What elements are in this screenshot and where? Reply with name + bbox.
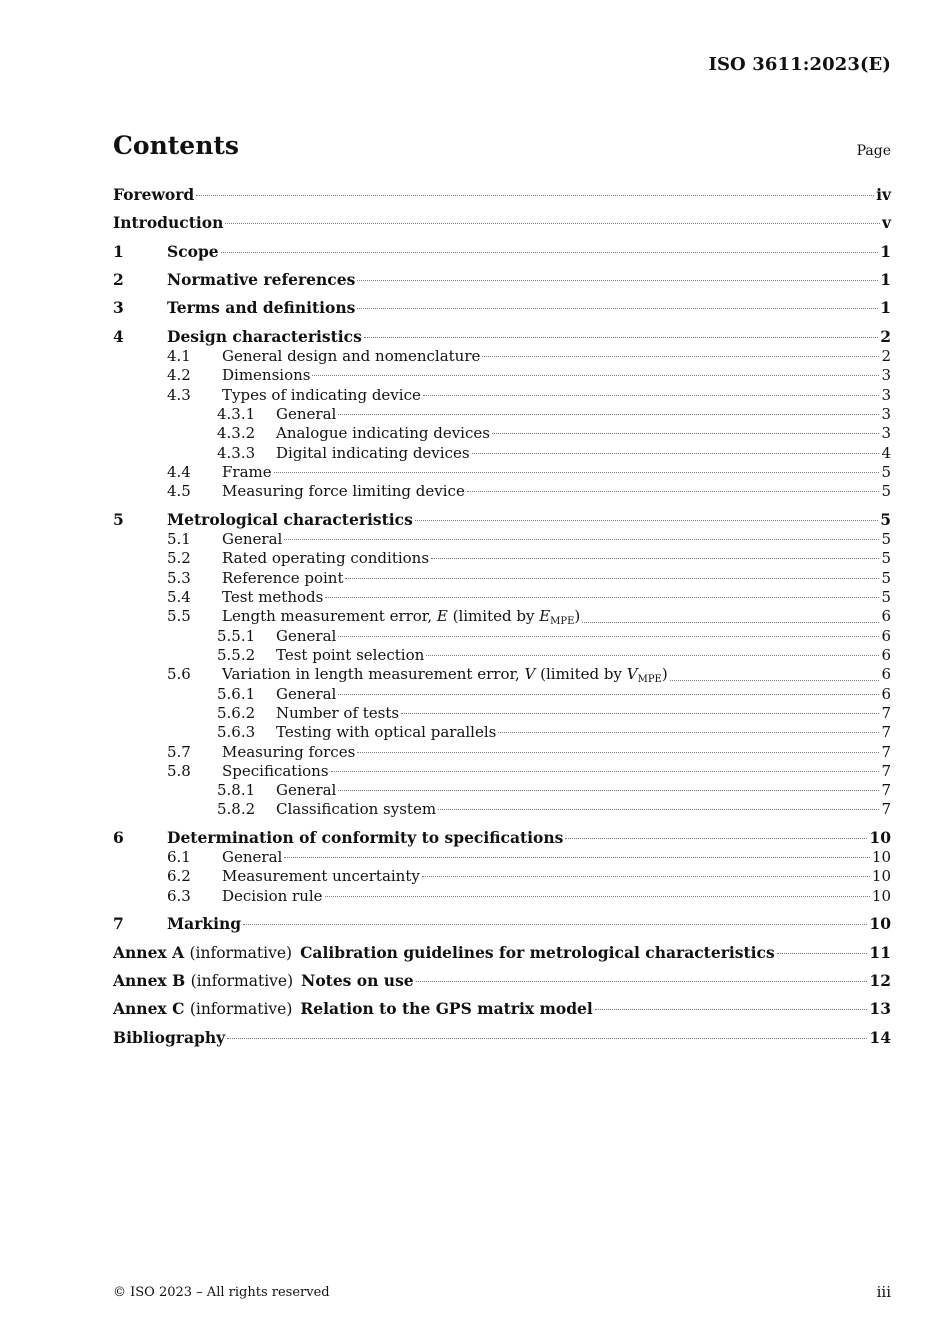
- toc-entry-label: [276, 722, 496, 742]
- toc-entry[interactable]: [113, 298, 891, 318]
- dot-leader: [357, 279, 878, 281]
- toc-entry-number: 7: [113, 914, 124, 933]
- toc-entry-number: 5.8: [167, 762, 191, 780]
- toc-entry-label: [167, 270, 355, 290]
- toc-entry-label-text: Metrological characteristics: [167, 510, 413, 529]
- annex-prefix: Annex A: [113, 943, 185, 962]
- page-column-label: Page: [856, 143, 891, 159]
- toc-page-number: 13: [869, 999, 891, 1018]
- toc-entry-label: [222, 866, 420, 886]
- toc-page-number: v: [881, 213, 891, 232]
- toc-entry-label-text: Test point selection: [276, 646, 425, 664]
- toc-entry-label-text: Bibliography: [113, 1028, 226, 1047]
- toc-entry-label: [222, 761, 329, 781]
- toc-entry[interactable]: [113, 866, 891, 886]
- toc-page-number: 2: [881, 347, 891, 365]
- toc-entry[interactable]: [113, 722, 891, 742]
- toc-page-number: 10: [869, 914, 891, 933]
- toc-entry[interactable]: [113, 742, 891, 762]
- toc-page-number: 5: [880, 510, 891, 529]
- toc-entry-label-text: Length measurement error,: [222, 607, 437, 625]
- variable-symbol: E: [539, 607, 551, 625]
- toc-entry-number: 4: [113, 327, 124, 346]
- toc-page-number: 3: [881, 405, 891, 423]
- toc-entry-label: [167, 298, 355, 318]
- toc-entry-label-text: Number of tests: [276, 704, 400, 722]
- toc-entry[interactable]: [113, 548, 891, 568]
- toc-page-number: 6: [881, 665, 891, 683]
- toc-entry[interactable]: [113, 761, 891, 781]
- dot-leader: [345, 577, 879, 579]
- toc-entry-number: 5.5.2: [217, 646, 256, 664]
- toc-page-number: 7: [881, 743, 891, 761]
- toc-entry-label: [113, 213, 223, 233]
- toc-entry[interactable]: [113, 684, 891, 704]
- dot-leader: [431, 557, 879, 559]
- toc-entry-label: [167, 327, 362, 347]
- dot-leader: [498, 731, 879, 733]
- toc-entry-number: 5: [113, 510, 124, 529]
- dot-leader: [777, 952, 868, 954]
- toc-entry-number: 4.1: [167, 347, 191, 365]
- toc-entry[interactable]: [113, 327, 891, 347]
- toc-page-number: 12: [869, 971, 891, 990]
- dot-leader: [364, 336, 878, 338]
- toc-entry-label: [113, 1028, 225, 1048]
- toc-entry[interactable]: [113, 481, 891, 501]
- dot-leader: [595, 1008, 868, 1010]
- toc-entry-number: 4.2: [167, 366, 191, 384]
- toc-entry-label-text: Types of indicating device: [222, 386, 421, 404]
- toc-entry-label-text: General: [276, 627, 337, 645]
- toc-entry-number: 5.5: [167, 607, 191, 625]
- toc-entry-label-text: Testing with optical parallels: [276, 723, 497, 741]
- toc-entry-label: [222, 886, 323, 906]
- toc-page-number: 1: [880, 270, 891, 289]
- toc-entry-label-text: Measurement uncertainty: [222, 867, 420, 885]
- toc-entry-label-text: Rated operating conditions: [222, 549, 430, 567]
- toc-entry-number: 5.4: [167, 588, 191, 606]
- dot-leader: [426, 654, 879, 656]
- toc-entry-label: [276, 404, 336, 424]
- dot-leader: [338, 693, 879, 695]
- toc-entry-label-text: General: [276, 405, 337, 423]
- variable-symbol: V: [626, 665, 638, 683]
- toc-entry-label: [167, 242, 219, 262]
- toc-page-number: 14: [869, 1028, 891, 1047]
- toc-entry[interactable]: [113, 828, 891, 848]
- toc-entry[interactable]: [113, 443, 891, 463]
- toc-entry[interactable]: [113, 404, 891, 424]
- copyright-notice: © ISO 2023 – All rights reserved: [113, 1285, 330, 1300]
- dot-leader: [565, 837, 867, 839]
- toc-entry-label: [222, 548, 429, 568]
- toc-entry-label-text: Normative references: [167, 270, 356, 289]
- toc-page-number: 10: [871, 867, 891, 885]
- dot-leader: [401, 712, 879, 714]
- toc-entry-label: [222, 847, 282, 867]
- toc-entry-label: [222, 365, 310, 385]
- toc-entry[interactable]: [113, 365, 891, 385]
- toc-entry-label-text: Frame: [222, 463, 272, 481]
- dot-leader: [482, 355, 879, 357]
- dot-leader: [338, 789, 879, 791]
- dot-leader: [325, 596, 879, 598]
- toc-entry[interactable]: [113, 780, 891, 800]
- toc-entry-label: [276, 626, 336, 646]
- toc-entry-number: 4.3.1: [217, 405, 256, 423]
- toc-page-number: 10: [871, 848, 891, 866]
- contents-header: [113, 130, 891, 162]
- toc-entry[interactable]: [113, 587, 891, 607]
- toc-entry-label: Notes on use: [301, 971, 414, 990]
- toc-page-number: 5: [881, 482, 891, 500]
- toc-page-number: 7: [881, 781, 891, 799]
- toc-page-number: 1: [880, 242, 891, 261]
- toc-entry-label-text: Classification system: [276, 800, 437, 818]
- dot-leader: [325, 895, 870, 897]
- toc-entry-label: [167, 510, 413, 530]
- toc-page-number: 4: [881, 444, 891, 462]
- toc-entry[interactable]: [113, 886, 891, 906]
- subscript-mpe: MPE: [550, 616, 575, 627]
- toc-page-number: 7: [881, 723, 891, 741]
- toc-entry[interactable]: [113, 971, 891, 991]
- annex-prefix: Annex B: [113, 971, 186, 990]
- toc-entry-number: 6.1: [167, 848, 191, 866]
- toc-page-number: 1: [880, 298, 891, 317]
- toc-entry-label-text: Reference point: [222, 569, 344, 587]
- toc-entry-label: [167, 828, 563, 848]
- toc-entry-label-text: Marking: [167, 914, 242, 933]
- dot-leader: [338, 635, 879, 637]
- toc-entry-number: 5.6.1: [217, 685, 256, 703]
- toc-entry-number: 5.8.2: [217, 800, 256, 818]
- toc-entry[interactable]: [113, 999, 891, 1019]
- toc-entry-label-text: Specifications: [222, 762, 329, 780]
- toc-entry[interactable]: [113, 914, 891, 934]
- dot-leader: [492, 432, 879, 434]
- toc-entry-number: 3: [113, 298, 124, 317]
- toc-entry-number: 4.4: [167, 463, 191, 481]
- toc-entry-number: 6: [113, 828, 124, 847]
- toc-entry[interactable]: [113, 943, 891, 963]
- toc-entry-label: [222, 742, 355, 762]
- page-number: iii: [876, 1283, 891, 1301]
- toc-entry-number: 5.6: [167, 665, 191, 683]
- dot-leader: [357, 307, 878, 309]
- toc-entry-label: [222, 481, 465, 501]
- toc-entry-label: [222, 587, 323, 607]
- toc-entry-number: 5.1: [167, 530, 191, 548]
- toc-entry-number: 5.7: [167, 743, 191, 761]
- toc-page-number: 11: [869, 943, 891, 962]
- dot-leader: [422, 875, 870, 877]
- dot-leader: [357, 751, 879, 753]
- dot-leader: [472, 452, 880, 454]
- dot-leader: [227, 1037, 867, 1039]
- toc-entry-label-text: Determination of conformity to specifications: [167, 828, 564, 847]
- toc-entry-label-text: Decision rule: [222, 887, 323, 905]
- toc-page-number: 7: [881, 800, 891, 818]
- variable-symbol: V: [524, 665, 536, 683]
- toc-page-number: 6: [881, 627, 891, 645]
- dot-leader: [582, 621, 879, 623]
- toc-entry-label-text: General: [222, 848, 283, 866]
- toc-page-number: 3: [881, 386, 891, 404]
- toc-page-number: 10: [871, 887, 891, 905]
- toc-entry-label-text: Terms and definitions: [167, 298, 356, 317]
- toc-entry-number: 5.2: [167, 549, 191, 567]
- toc-page-number: iv: [876, 185, 891, 204]
- toc-page-number: 6: [881, 607, 891, 625]
- toc-entry-label-text: Measuring force limiting device: [222, 482, 465, 500]
- dot-leader: [274, 471, 880, 473]
- toc-entry[interactable]: [113, 462, 891, 482]
- toc-entry-label: [276, 423, 490, 443]
- toc-page-number: 5: [881, 463, 891, 481]
- toc-page-number: 5: [881, 588, 891, 606]
- toc-entry-label: [222, 568, 343, 588]
- toc-entry-label: [222, 385, 421, 405]
- toc-page-number: 2: [880, 327, 891, 346]
- toc-page-number: 5: [881, 569, 891, 587]
- dot-leader: [225, 222, 880, 224]
- toc-entry-label: [222, 462, 272, 482]
- dot-leader: [670, 679, 880, 681]
- toc-entry[interactable]: [113, 270, 891, 290]
- dot-leader: [423, 394, 880, 396]
- toc-entry-number: 4.3: [167, 386, 191, 404]
- toc-page-number: 6: [881, 685, 891, 703]
- dot-leader: [243, 923, 867, 925]
- toc-entry-number: 6.3: [167, 887, 191, 905]
- toc-entry-number: 4.3.2: [217, 424, 256, 442]
- dot-leader: [438, 808, 879, 810]
- toc-entry[interactable]: [113, 242, 891, 262]
- dot-leader: [331, 770, 880, 772]
- toc-entry-label: [276, 684, 336, 704]
- dot-leader: [284, 538, 879, 540]
- dot-leader: [338, 413, 879, 415]
- toc-entry-label: [167, 914, 241, 934]
- toc-entry-label-text: Introduction: [113, 213, 224, 232]
- dot-leader: [196, 194, 874, 196]
- toc-entry-number: 2: [113, 270, 124, 289]
- toc-entry-label-text: General: [222, 530, 283, 548]
- toc-entry-label: Relation to the GPS matrix model: [300, 999, 593, 1018]
- dot-leader: [467, 490, 880, 492]
- dot-leader: [312, 374, 879, 376]
- toc-page-number: 3: [881, 366, 891, 384]
- toc-entry[interactable]: [113, 346, 891, 366]
- toc-entry-number: 4.3.3: [217, 444, 256, 462]
- toc-entry[interactable]: [113, 626, 891, 646]
- toc-entry-label-text: General design and nomenclature: [222, 347, 481, 365]
- toc-entry[interactable]: [113, 510, 891, 530]
- toc-entry-number: 4.5: [167, 482, 191, 500]
- toc-entry-label: [276, 703, 399, 723]
- toc-entry-label-text: Variation in length measurement error,: [222, 665, 525, 683]
- toc-entry-number: 5.3: [167, 569, 191, 587]
- subscript-mpe: MPE: [637, 674, 662, 685]
- toc-entry-label-text: Foreword: [113, 185, 195, 204]
- dot-leader: [416, 980, 868, 982]
- toc-entry-number: 5.5.1: [217, 627, 256, 645]
- toc-page-number: 5: [881, 549, 891, 567]
- toc-entry-label: [222, 529, 282, 549]
- toc-entry-label-text: Measuring forces: [222, 743, 356, 761]
- toc-entry[interactable]: [113, 185, 891, 205]
- toc-page-number: 5: [881, 530, 891, 548]
- toc-entry[interactable]: [113, 799, 891, 819]
- toc-entry[interactable]: [113, 1028, 891, 1048]
- toc-entry-label: [222, 346, 480, 366]
- toc-entry-label: [276, 443, 470, 463]
- toc-entry-label: [113, 185, 194, 205]
- annex-prefix: Annex C: [113, 999, 185, 1018]
- toc-entry-number: 5.6.3: [217, 723, 256, 741]
- toc-entry-label-text: Digital indicating devices: [276, 444, 470, 462]
- variable-symbol: E: [436, 607, 448, 625]
- toc-entry-label: [276, 645, 424, 665]
- dot-leader: [221, 251, 879, 253]
- toc-entry-number: 5.6.2: [217, 704, 256, 722]
- annex-informative-tag: (informative): [189, 1000, 293, 1018]
- toc-entry[interactable]: [113, 529, 891, 549]
- toc-entry[interactable]: [113, 645, 891, 665]
- toc-entry[interactable]: [113, 423, 891, 443]
- toc-page-number: 7: [881, 762, 891, 780]
- toc-entry-label-text: (limited by: [447, 607, 540, 625]
- toc-entry-label: Calibration guidelines for metrological characteristics: [300, 943, 775, 962]
- toc-page-number: 10: [869, 828, 891, 847]
- toc-entry-label-text: Scope: [167, 242, 219, 261]
- toc-entry-number: 5.8.1: [217, 781, 256, 799]
- toc-entry-number: 6.2: [167, 867, 191, 885]
- document-id: ISO 3611:2023(E): [708, 54, 891, 75]
- annex-informative-tag: (informative): [189, 944, 293, 962]
- dot-leader: [284, 856, 870, 858]
- toc-page-number: 6: [881, 646, 891, 664]
- toc-entry-number: 1: [113, 242, 124, 261]
- toc-entry-label: [276, 799, 436, 819]
- toc-page-number: 7: [881, 704, 891, 722]
- contents-title: Contents: [113, 131, 240, 160]
- dot-leader: [415, 519, 878, 521]
- toc-entry[interactable]: [113, 568, 891, 588]
- toc-entry-label-text: General: [276, 685, 337, 703]
- toc-entry-label-text: Dimensions: [222, 366, 311, 384]
- toc-entry-label-text: ): [661, 665, 668, 683]
- toc-entry[interactable]: [113, 703, 891, 723]
- toc-entry-label-text: Test methods: [222, 588, 324, 606]
- annex-informative-tag: (informative): [190, 972, 294, 990]
- toc-entry[interactable]: [113, 847, 891, 867]
- toc-entry-label-text: General: [276, 781, 337, 799]
- toc-entry[interactable]: [113, 213, 891, 233]
- toc-entry-label: [276, 780, 336, 800]
- toc-entry[interactable]: [113, 385, 891, 405]
- toc-entry-label-text: Analogue indicating devices: [276, 424, 490, 442]
- toc-page-number: 3: [881, 424, 891, 442]
- toc-entry-label-text: Design characteristics: [167, 327, 362, 346]
- toc-entry-label-text: ): [574, 607, 581, 625]
- toc-entry-label-text: (limited by: [535, 665, 627, 683]
